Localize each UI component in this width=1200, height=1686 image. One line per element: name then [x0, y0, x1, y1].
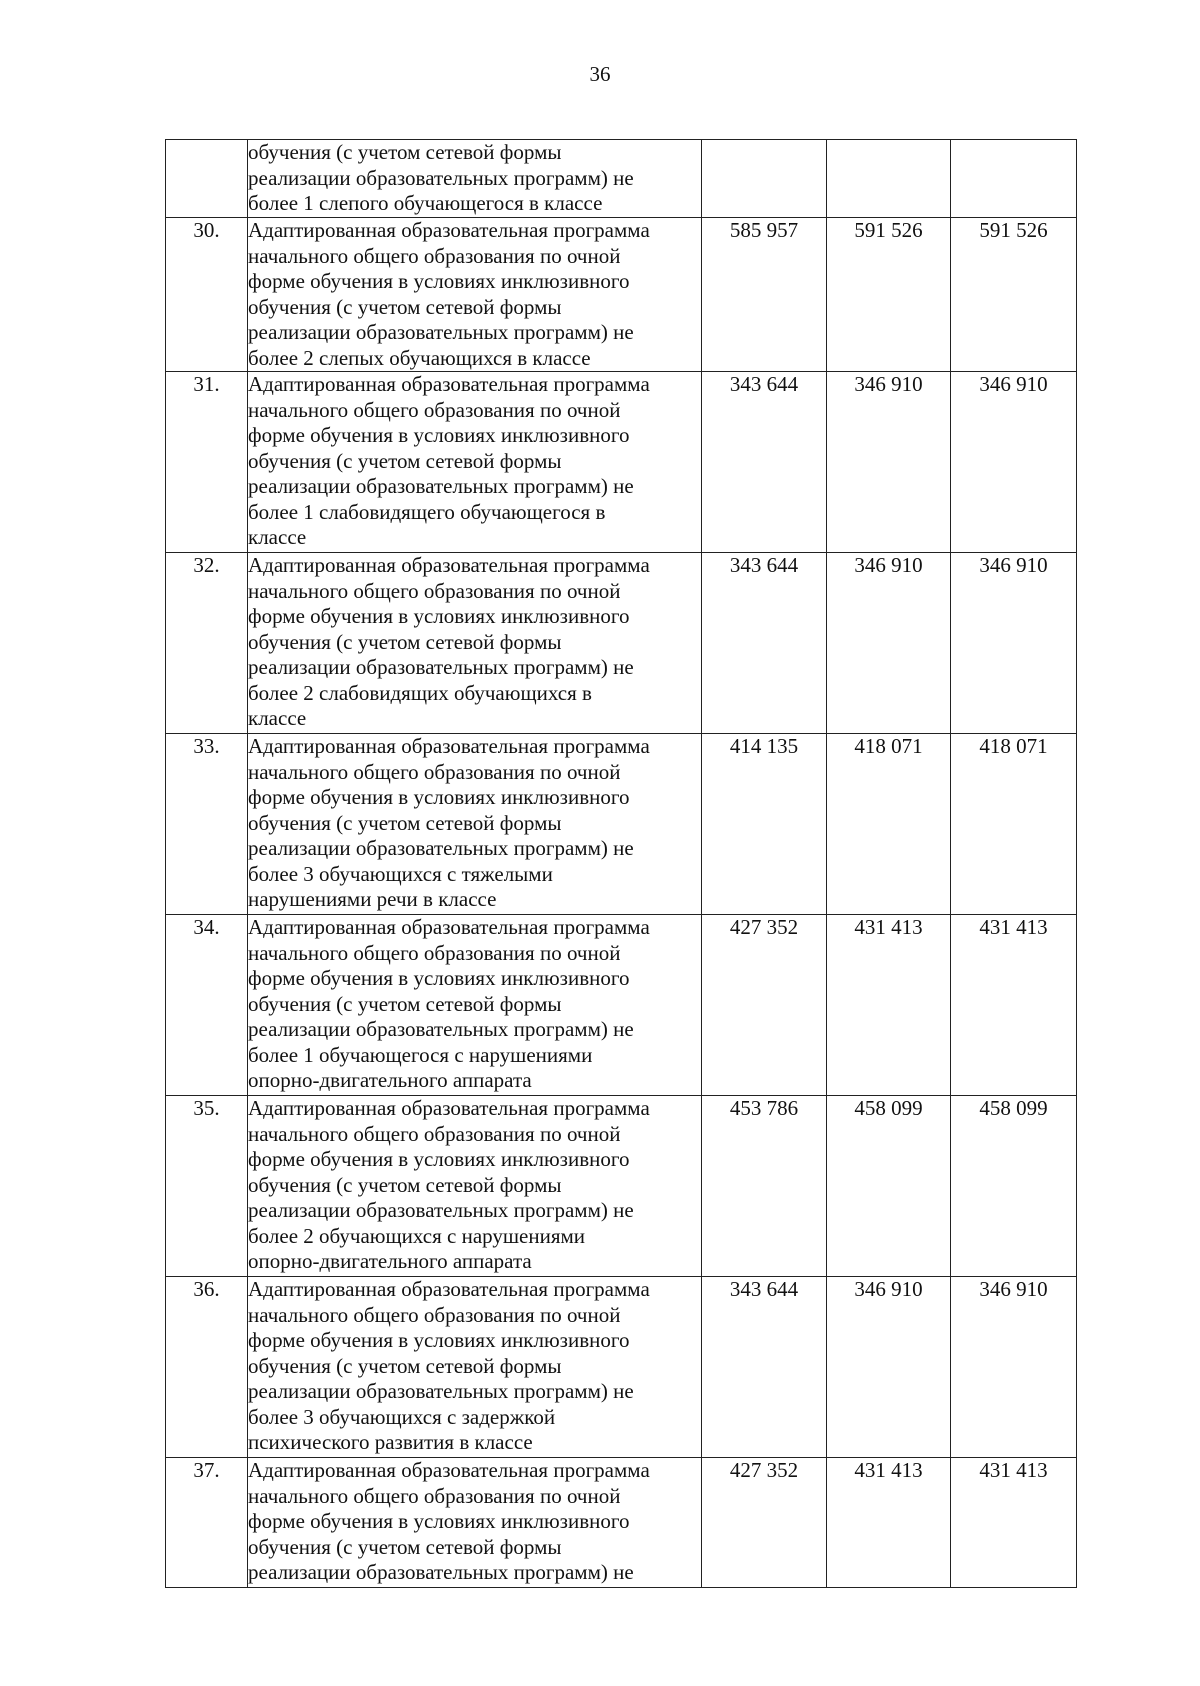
description-line: реализации образовательных программ) не: [248, 1560, 634, 1584]
program-description: [248, 372, 702, 553]
program-description: [248, 140, 702, 218]
value-col-3: [951, 140, 1077, 218]
description-line: более 2 слепых обучающихся в классе: [248, 345, 591, 370]
table-row: [166, 1096, 1077, 1277]
description-line: реализации образовательных программ) не: [248, 1017, 634, 1041]
value-col-3: 591 526: [951, 218, 1077, 372]
table-row: [166, 734, 1077, 915]
description-line: классе: [248, 706, 307, 730]
description-line: реализации образовательных программ) не: [248, 1198, 634, 1222]
value-col-3: 346 910: [951, 1277, 1077, 1458]
description-line: начального общего образования по очной: [248, 243, 621, 268]
program-description: [248, 915, 702, 1096]
description-line: более 2 слабовидящих обучающихся в: [248, 680, 592, 705]
value-col-2: 431 413: [827, 915, 951, 1096]
value-col-3: 458 099: [951, 1096, 1077, 1277]
value-col-3: 418 071: [951, 734, 1077, 915]
value-col-2: 458 099: [827, 1096, 951, 1277]
description-line: форме обучения в условиях инклюзивного: [248, 423, 630, 447]
description-line: реализации образовательных программ) не: [248, 655, 634, 679]
description-line: обучения (с учетом сетевой формы: [248, 140, 562, 164]
value-col-1: 343 644: [702, 553, 827, 734]
description-line: более 3 обучающихся с задержкой: [248, 1404, 556, 1429]
description-line: Адаптированная образовательная программа: [248, 553, 650, 577]
row-number: 33.: [166, 734, 248, 915]
description-line: обучения (с учетом сетевой формы: [248, 629, 562, 654]
value-col-2: [827, 140, 951, 218]
page-number: 36: [589, 62, 611, 86]
value-col-1: 414 135: [702, 734, 827, 915]
description-line: начального общего образования по очной: [248, 397, 621, 422]
value-col-2: 591 526: [827, 218, 951, 372]
description-line: обучения (с учетом сетевой формы: [248, 1172, 562, 1197]
description-line: обучения (с учетом сетевой формы: [248, 448, 562, 473]
value-col-2: 346 910: [827, 372, 951, 553]
description-line: реализации образовательных программ) не: [248, 165, 634, 190]
row-number: 34.: [166, 915, 248, 1096]
value-col-3: 431 413: [951, 915, 1077, 1096]
description-line: обучения (с учетом сетевой формы: [248, 810, 562, 835]
description-line: более 2 обучающихся с нарушениями: [248, 1223, 586, 1248]
description-line: форме обучения в условиях инклюзивного: [248, 1509, 630, 1533]
value-col-3: 346 910: [951, 553, 1077, 734]
description-line: Адаптированная образовательная программа: [248, 218, 650, 242]
description-line: обучения (с учетом сетевой формы: [248, 991, 562, 1016]
description-line: Адаптированная образовательная программа: [248, 372, 650, 396]
description-line: более 1 слабовидящего обучающегося в: [248, 499, 606, 524]
description-line: психического развития в классе: [248, 1430, 533, 1454]
value-col-3: 431 413: [951, 1458, 1077, 1588]
row-number: 36.: [166, 1277, 248, 1458]
description-line: Адаптированная образовательная программа: [248, 1458, 650, 1482]
description-line: Адаптированная образовательная программа: [248, 915, 650, 939]
description-line: более 1 слепого обучающегося в классе: [248, 191, 603, 215]
description-line: опорно-двигательного аппарата: [248, 1068, 532, 1092]
description-line: форме обучения в условиях инклюзивного: [248, 785, 630, 809]
program-description: [248, 218, 702, 372]
row-number: [166, 140, 248, 218]
row-number: 37.: [166, 1458, 248, 1588]
description-line: начального общего образования по очной: [248, 1302, 621, 1327]
value-col-1: 427 352: [702, 1458, 827, 1588]
description-line: начального общего образования по очной: [248, 759, 621, 784]
description-line: форме обучения в условиях инклюзивного: [248, 604, 630, 628]
description-line: форме обучения в условиях инклюзивного: [248, 1328, 630, 1352]
value-col-2: 346 910: [827, 553, 951, 734]
value-col-3: 346 910: [951, 372, 1077, 553]
description-line: начального общего образования по очной: [248, 578, 621, 603]
description-line: опорно-двигательного аппарата: [248, 1249, 532, 1273]
description-line: классе: [248, 525, 307, 549]
description-line: Адаптированная образовательная программа: [248, 734, 650, 758]
table-row: [166, 372, 1077, 553]
table-row: [166, 218, 1077, 372]
value-col-2: 431 413: [827, 1458, 951, 1588]
value-col-1: 453 786: [702, 1096, 827, 1277]
description-line: форме обучения в условиях инклюзивного: [248, 1147, 630, 1171]
description-line: форме обучения в условиях инклюзивного: [248, 966, 630, 990]
program-description: [248, 1096, 702, 1277]
description-line: начального общего образования по очной: [248, 1483, 621, 1508]
row-number: 32.: [166, 553, 248, 734]
row-number: 35.: [166, 1096, 248, 1277]
description-line: форме обучения в условиях инклюзивного: [248, 269, 630, 293]
value-col-2: 418 071: [827, 734, 951, 915]
value-col-1: [702, 140, 827, 218]
value-col-2: 346 910: [827, 1277, 951, 1458]
program-description: [248, 1458, 702, 1588]
value-col-1: 343 644: [702, 1277, 827, 1458]
table-row: [166, 1458, 1077, 1588]
description-line: более 3 обучающихся с тяжелыми: [248, 861, 553, 886]
description-line: обучения (с учетом сетевой формы: [248, 1534, 562, 1559]
table-row: [166, 553, 1077, 734]
description-line: Адаптированная образовательная программа: [248, 1277, 650, 1301]
description-line: нарушениями речи в классе: [248, 887, 497, 911]
program-description: [248, 1277, 702, 1458]
description-line: начального общего образования по очной: [248, 1121, 621, 1146]
row-number: 31.: [166, 372, 248, 553]
description-line: реализации образовательных программ) не: [248, 836, 634, 860]
description-line: реализации образовательных программ) не: [248, 1379, 634, 1403]
table-row: [166, 1277, 1077, 1458]
row-number: 30.: [166, 218, 248, 372]
table-row: [166, 140, 1077, 218]
description-line: реализации образовательных программ) не: [248, 320, 634, 344]
table-row: [166, 915, 1077, 1096]
description-line: более 1 обучающегося с нарушениями: [248, 1042, 593, 1067]
description-line: начального общего образования по очной: [248, 940, 621, 965]
description-line: реализации образовательных программ) не: [248, 474, 634, 498]
program-description: [248, 734, 702, 915]
description-line: обучения (с учетом сетевой формы: [248, 1353, 562, 1378]
description-line: обучения (с учетом сетевой формы: [248, 294, 562, 319]
program-description: [248, 553, 702, 734]
value-col-1: 427 352: [702, 915, 827, 1096]
description-line: Адаптированная образовательная программа: [248, 1096, 650, 1120]
value-col-1: 585 957: [702, 218, 827, 372]
tariff-table: [165, 139, 1077, 1588]
value-col-1: 343 644: [702, 372, 827, 553]
